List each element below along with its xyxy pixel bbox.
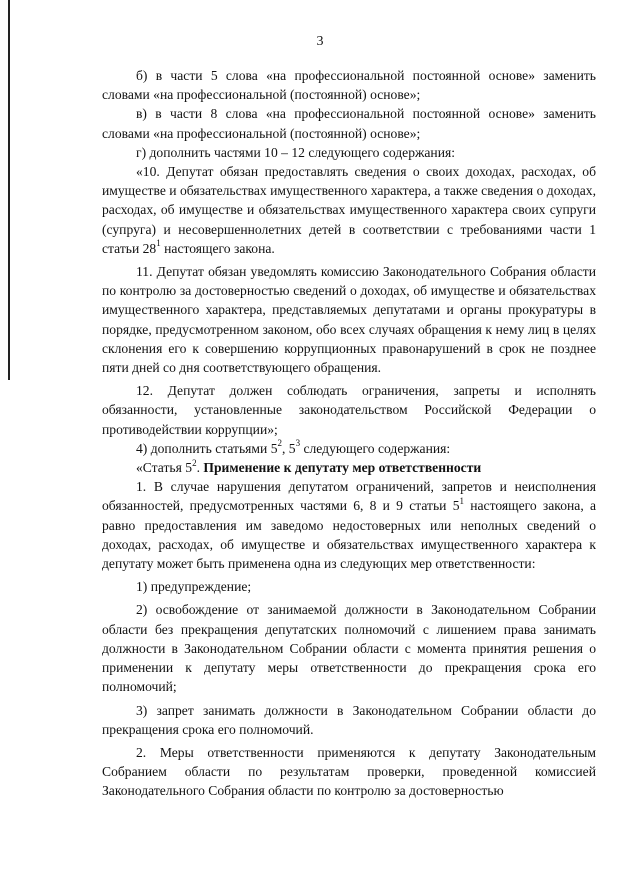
- article-p1-tail: настоящего закона, а равно предоставления им заведомо недостоверных или неполных сведений о доходах, расходах, об имуществе и обязательствах имущественного характера к депутату может быть применена одна из следующих мер ответственности:: [102, 498, 596, 572]
- add-articles-tail: следующего содержания:: [300, 440, 451, 456]
- add-articles-text: 4) дополнить статьями 5: [136, 440, 278, 456]
- part-10-text: «10. Депутат обязан предоставлять сведения о своих доходах, расходах, об имуществе и обязательствах имущественного характера, а также сведения о доходах, расходах, об имуществе и обязательствах имущественного характера своих супруги (супруга) и несовершеннолетних детей в соответствии с требованиями части 1 статьи 28: [102, 164, 596, 256]
- add-articles-sup-1: 2: [277, 438, 282, 449]
- margin-line: [8, 0, 10, 380]
- article-title: Применение к депутату мер ответственности: [203, 460, 482, 476]
- page-number: 3: [316, 34, 324, 49]
- article-heading: [102, 458, 596, 477]
- article-period: .: [196, 460, 200, 476]
- add-articles-sup-2: 3: [295, 438, 301, 449]
- measure-item-2: 2) освобождение от занимаемой должности в Законодательном Собрании области без прекращения депутатских полномочий с лишением права занимать должности в Законодательном Собрании области с момента принятия решения о применении к депутату меры ответственности до прекращения срока его полномочий;: [102, 602, 596, 695]
- document-body: [102, 66, 596, 801]
- part-10-tail: настоящего закона.: [160, 240, 275, 256]
- paragraph-add-articles: [102, 439, 596, 458]
- add-articles-mid: , 5: [282, 440, 296, 456]
- article-paragraph-1: [102, 477, 596, 573]
- article-p1-sup: 1: [459, 495, 464, 506]
- paragraph-part-10: [102, 162, 596, 258]
- paragraph-v: в) в части 8 слова «на профессиональной постоянной основе» заменить словами «на профессиональной (постоянной) основе»;: [102, 106, 596, 141]
- part-10-sup: 1: [156, 238, 161, 249]
- paragraph-part-12: 12. Депутат должен соблюдать ограничения, запреты и исполнять обязанности, установленные законодательством Российской Федерации о противодействии коррупции»;: [102, 383, 596, 437]
- article-p1-text: 1. В случае нарушения депутатом ограничений, запретов и неисполнения обязанностей, предусмотренных частями 6, 8 и 9 статьи 5: [102, 479, 596, 514]
- article-prefix: «Статья 5: [136, 460, 193, 476]
- measure-item-3: 3) запрет занимать должности в Законодательном Собрании области до прекращения срока его полномочий.: [102, 702, 596, 737]
- paragraph-part-11: 11. Депутат обязан уведомлять комиссию Законодательного Собрания области по контролю за достоверностью сведений о доходах, об имуществе и обязательствах имущественного характера, представляемых депутатами и органы прокуратуры в порядке, предусмотренном законом, обо всех случаях обращения к нему лиц в целях склонения его к совершению коррупционных правонарушений в срок не позднее пяти дней со дня соответствующего обращения.: [102, 264, 596, 376]
- article-sup: 2: [192, 457, 197, 468]
- paragraph-b: б) в части 5 слова «на профессиональной постоянной основе» заменить словами «на профессиональной (постоянной) основе»;: [102, 68, 596, 103]
- measure-item-1: 1) предупреждение;: [136, 579, 252, 595]
- paragraph-g: г) дополнить частями 10 – 12 следующего содержания:: [136, 144, 456, 160]
- article-paragraph-2: 2. Меры ответственности применяются к депутату Законодательным Собранием области по результатам проверки, проведенной комиссией Законодательного Собрания области по контролю за достоверностью: [102, 744, 596, 799]
